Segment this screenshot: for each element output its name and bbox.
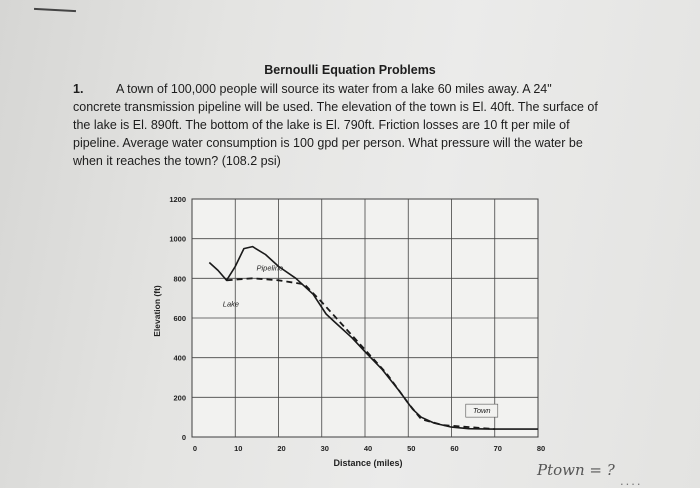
pen-mark bbox=[34, 8, 76, 12]
problem-line: the lake is El. 890ft. The bottom of the lake is El. 790ft. Friction losses are 10 ft per mile of bbox=[73, 118, 570, 132]
problem-line: when it reaches the town? (108.2 psi) bbox=[73, 154, 281, 168]
document-title: Bernoulli Equation Problems bbox=[264, 63, 436, 77]
x-tick-label: 10 bbox=[234, 444, 243, 453]
problem-line: concrete transmission pipeline will be used. The elevation of the town is El. 40ft. The surface of bbox=[73, 100, 598, 114]
y-tick-label: 600 bbox=[173, 314, 186, 323]
x-tick-label: 40 bbox=[363, 444, 373, 453]
elevation-chart bbox=[148, 185, 568, 485]
problem-statement bbox=[73, 80, 613, 170]
x-tick-labels bbox=[193, 444, 545, 453]
trailing-marks: .... bbox=[620, 473, 643, 488]
y-tick-label: 0 bbox=[181, 433, 186, 442]
x-tick-label: 70 bbox=[493, 444, 502, 453]
y-tick-label: 200 bbox=[173, 393, 186, 403]
chart-grid bbox=[192, 199, 538, 437]
x-tick-label: 60 bbox=[450, 444, 459, 453]
x-tick-label: 0 bbox=[192, 444, 198, 453]
y-axis-label: Elevation (ft) bbox=[152, 285, 162, 337]
x-tick-label: 80 bbox=[536, 444, 546, 453]
y-tick-label: 400 bbox=[173, 353, 186, 363]
problem-line: pipeline. Average water consumption is 100 gpd per person. What pressure will the water be bbox=[73, 136, 583, 150]
problem-line bbox=[73, 80, 613, 98]
problem-number: 1. bbox=[73, 82, 84, 96]
x-axis-label: Distance (miles) bbox=[333, 458, 403, 468]
annotation-lake: Lake bbox=[222, 299, 240, 309]
y-tick-label: 800 bbox=[173, 274, 186, 284]
handwritten-note: Ptown = ? bbox=[537, 461, 615, 479]
x-tick-label: 20 bbox=[277, 444, 286, 453]
problem-line-text: A town of 100,000 people will source its water from a lake 60 miles away. A 24" bbox=[116, 82, 552, 96]
y-tick-labels bbox=[169, 195, 186, 442]
annotation-town: Town bbox=[472, 406, 491, 416]
y-tick-label: 1000 bbox=[169, 234, 186, 244]
x-tick-label: 50 bbox=[407, 444, 416, 453]
annotation-pipeline: Pipeline bbox=[256, 263, 284, 273]
y-tick-label: 1200 bbox=[169, 195, 186, 204]
x-tick-label: 30 bbox=[320, 444, 329, 453]
